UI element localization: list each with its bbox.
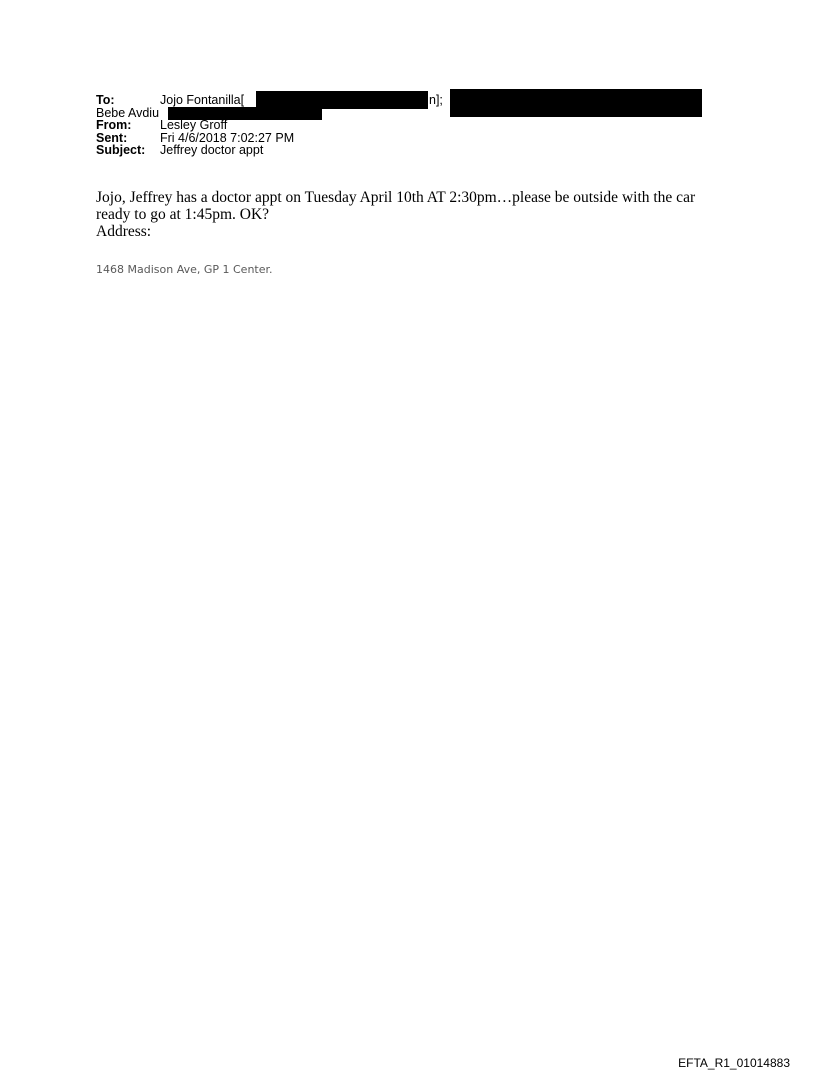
- to-value-line2: Bebe Avdiu: [96, 105, 160, 120]
- body-line: ready to go at 1:45pm. OK?: [96, 206, 270, 223]
- from-label: From:: [96, 118, 132, 132]
- email-body: [96, 189, 736, 240]
- to-label: To:: [96, 93, 115, 107]
- sent-label: Sent:: [96, 130, 128, 145]
- to-value: Jojo Fontanilla[: [160, 93, 245, 107]
- document-id: EFTA_R1_01014883: [678, 1056, 790, 1070]
- from-row: [96, 119, 736, 132]
- address-label: Address:: [96, 223, 152, 240]
- address-value: 1468 Madison Ave, GP 1 Center.: [96, 263, 273, 276]
- to-row: [96, 94, 736, 107]
- sent-value: Fri 4/6/2018 7:02:27 PM: [160, 130, 295, 145]
- subject-row: [96, 144, 736, 157]
- email-header: [96, 94, 736, 157]
- to-fragment: n];: [429, 93, 443, 107]
- from-value: Lesley Groff: [160, 118, 228, 132]
- body-line: Jojo, Jeffrey has a doctor appt on Tuesday April 10th AT 2:30pm…please be outside with the car: [96, 189, 696, 206]
- subject-value: Jeffrey doctor appt: [160, 143, 264, 157]
- subject-label: Subject:: [96, 143, 146, 157]
